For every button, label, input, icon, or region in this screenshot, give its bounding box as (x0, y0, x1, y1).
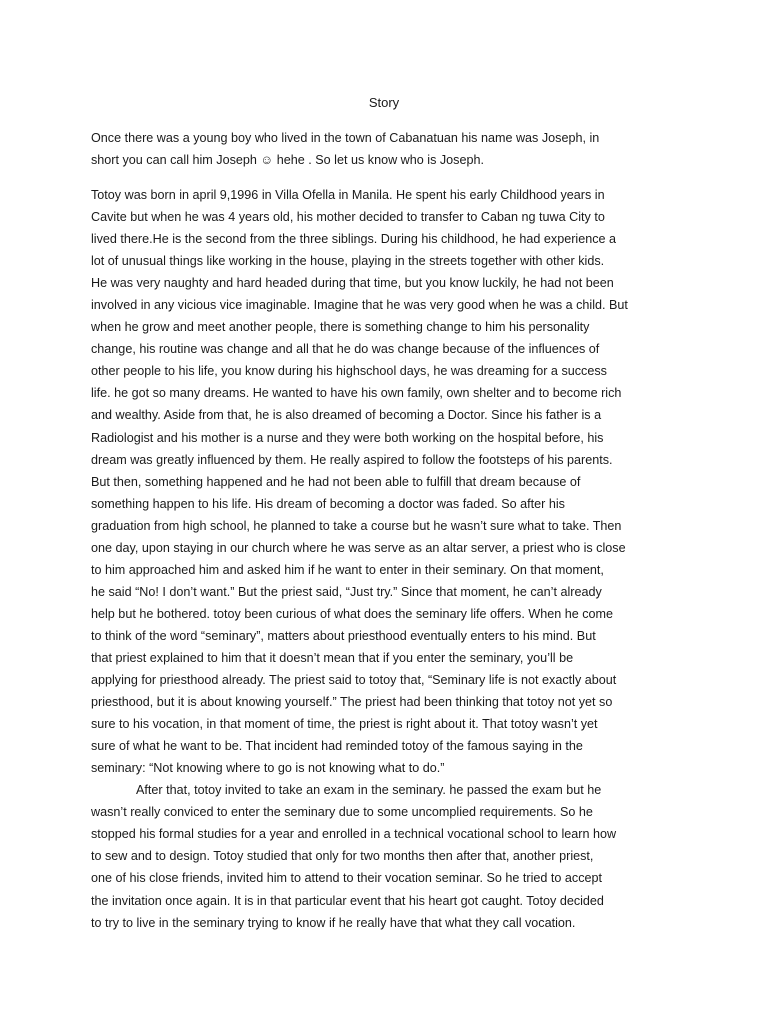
text-line: to sew and to design. Totoy studied that only for two months then after that, another priest, (91, 849, 594, 864)
text-line: other people to his life, you know during his highschool days, he was dreaming for a success (91, 364, 607, 379)
intro-paragraph (91, 127, 679, 171)
text-line: one day, upon staying in our church where he was serve as an altar server, a priest who is close (91, 540, 626, 555)
text-line: the invitation once again. It is in that particular event that his heart got caught. Totoy decided (91, 893, 604, 908)
text-line: But then, something happened and he had not been able to fulfill that dream because of (91, 474, 581, 489)
text-line: something happen to his life. His dream of becoming a doctor was faded. So after his (91, 496, 565, 511)
text-line: dream was greatly influenced by them. He really aspired to follow the footsteps of his parents. (91, 452, 613, 467)
text-line: life. he got so many dreams. He wanted to have his own family, own shelter and to become rich (91, 386, 622, 401)
text-line: Radiologist and his mother is a nurse and they were both working on the hospital before, his (91, 430, 604, 445)
text-line: change, his routine was change and all that he do was change because of the influences of (91, 342, 600, 357)
text-line: Totoy was born in april 9,1996 in Villa Ofella in Manila. He spent his early Childhood years in (91, 188, 605, 202)
text-line: to him approached him and asked him if he want to enter in their seminary. On that moment, (91, 562, 604, 577)
text-line: help but he bothered. totoy been curious of what does the seminary life offers. When he come (91, 606, 614, 621)
text-line: to try to live in the seminary trying to know if he really have that what they call vocation. (91, 915, 576, 930)
text-line: lived there.He is the second from the three siblings. During his childhood, he had experience a (91, 232, 617, 247)
text-line: and wealthy. Aside from that, he is also dreamed of becoming a Doctor. Since his father is a (91, 408, 602, 423)
text-line: Cavite but when he was 4 years old, his mother decided to transfer to Caban ng tuwa City to (91, 210, 605, 225)
text-line: one of his close friends, invited him to attend to their vocation seminar. So he tried to accept (91, 871, 603, 886)
text-line: short you can call him Joseph ☺ hehe . So let us know who is Joseph. (91, 153, 484, 168)
text-line: that priest explained to him that it doesn’t mean that if you enter the seminary, you’ll be (91, 650, 574, 665)
text-line: After that, totoy invited to take an exam in the seminary. he passed the exam but he (136, 783, 602, 798)
text-line: sure of what he want to be. That incident had reminded totoy of the famous saying in the (91, 739, 583, 754)
text-line: lot of unusual things like working in the house, playing in the streets together with other kids. (91, 254, 605, 269)
text-line: sure to his vocation, in that moment of time, the priest is right about it. That totoy wasn’t yet (91, 717, 598, 732)
text-line: wasn’t really conviced to enter the seminary due to some uncomplied requirements. So he (91, 805, 593, 820)
text-line: Once there was a young boy who lived in the town of Cabanatuan his name was Joseph, in (91, 131, 600, 145)
text-line: involved in any vicious vice imaginable. Imagine that he was very good when he was a child. But (91, 298, 628, 313)
body-paragraphs (91, 184, 679, 934)
text-line: He was very naughty and hard headed during that time, but you know luckily, he had not been (91, 276, 614, 291)
document-title: Story (368, 95, 400, 110)
text-line: stopped his formal studies for a year and enrolled in a technical vocational school to learn how (91, 827, 617, 842)
text-line: seminary: “Not knowing where to go is not knowing what to do.” (91, 761, 445, 776)
text-line: when he grow and meet another people, there is something change to him his personality (91, 320, 590, 335)
text-line: priesthood, but it is about knowing yourself.” The priest had been thinking that totoy not yet so (91, 695, 613, 710)
text-line: graduation from high school, he planned to take a course but he wasn’t sure what to take. Then (91, 518, 622, 533)
text-line: to think of the word “seminary”, matters about priesthood eventually enters to his mind. But (91, 628, 596, 643)
text-line: he said “No! I don’t want.” But the priest said, “Just try.” Since that moment, he can’t already (91, 584, 602, 599)
text-line: applying for priesthood already. The priest said to totoy that, “Seminary life is not exactly about (91, 673, 617, 688)
